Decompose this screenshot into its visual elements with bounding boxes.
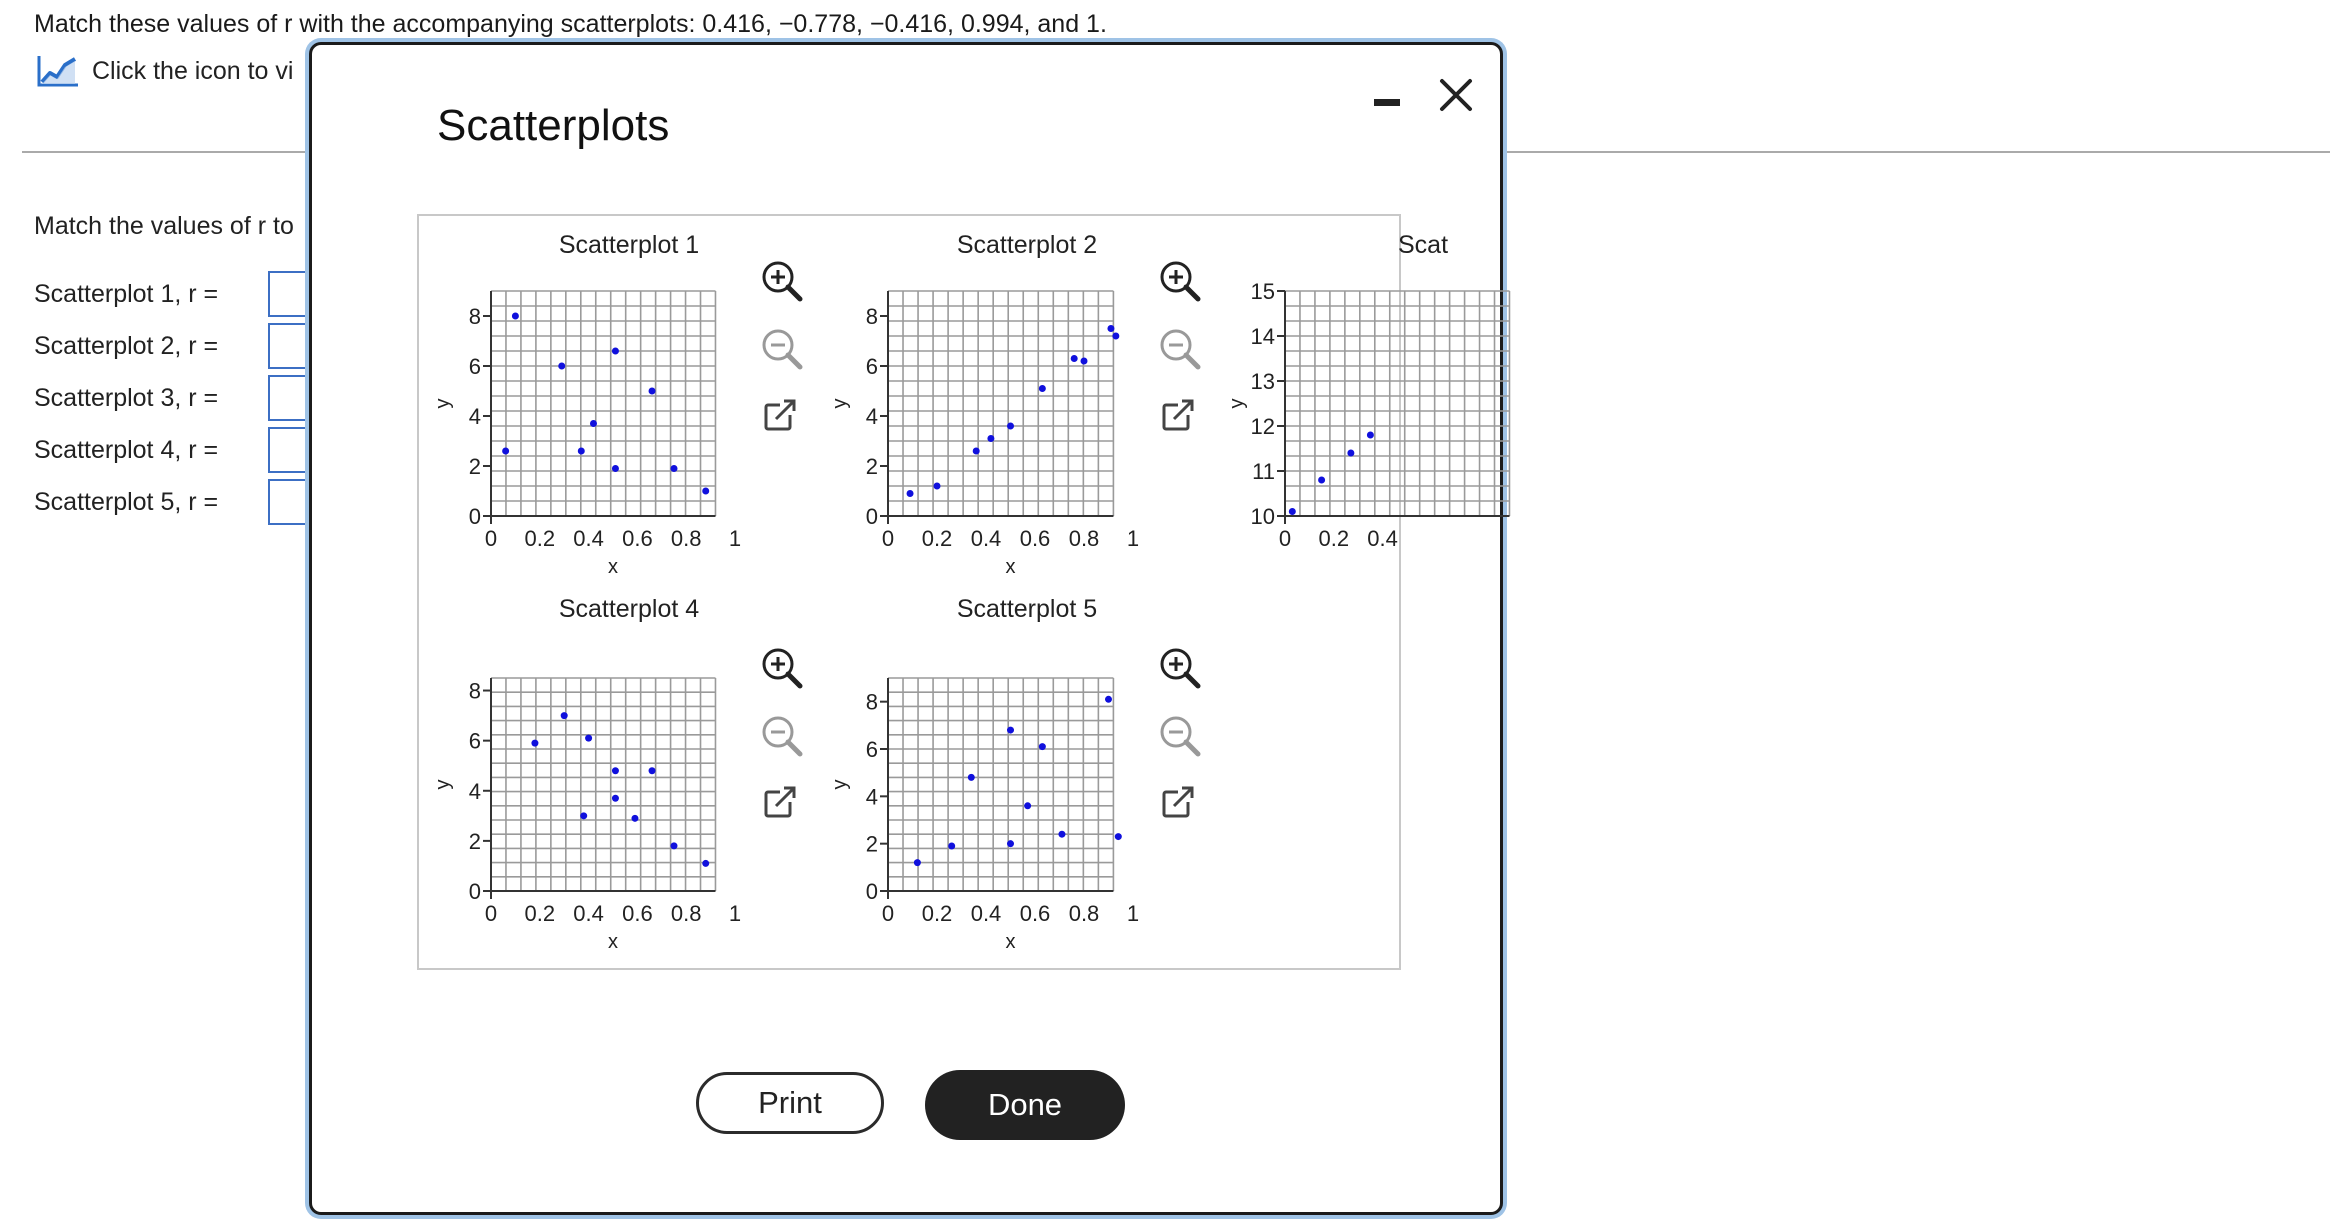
x-tick-label: 0.2 [1318,526,1350,551]
y-axis-label: y [829,779,851,790]
data-point [1058,831,1065,838]
x-tick-label: 0.4 [573,901,604,926]
y-tick-label: 8 [865,304,878,329]
y-tick-label: 2 [468,454,481,479]
data-point [702,488,709,495]
close-icon[interactable] [1434,73,1478,117]
data-point [914,859,921,866]
y-tick-label: 13 [1250,369,1275,394]
data-point [1039,385,1046,392]
data-point [1347,450,1354,457]
line-chart-icon[interactable] [36,54,80,88]
y-axis-label: y [432,398,454,409]
open-new-window-icon[interactable] [1164,399,1194,429]
plots-viewport[interactable] [417,214,1449,970]
data-point [1289,508,1296,515]
data-point [512,313,519,320]
data-point [702,860,709,867]
x-tick-label: 0.6 [622,901,653,926]
zoom-in-icon[interactable] [764,263,800,299]
y-tick-label: 4 [468,778,481,804]
x-tick-label: 0.2 [921,901,953,926]
print-button[interactable]: Print [696,1072,884,1134]
plot-title: Scat [1397,231,1449,259]
data-point [531,740,538,747]
data-point [649,767,656,774]
x-tick-label: 0.4 [970,901,1002,926]
data-point [1024,802,1031,809]
x-tick-label: 1 [1126,901,1140,926]
zoom-out-icon[interactable] [1162,718,1198,754]
answer-row-3 [34,374,218,422]
scatterplot-2 [829,231,1198,578]
y-tick-label: 6 [865,354,878,379]
y-tick-label: 11 [1252,459,1275,484]
data-point [590,420,597,427]
answer-label: Scatterplot 2, r = [34,331,219,360]
minimize-button[interactable] [1372,87,1402,117]
open-new-window-icon[interactable] [766,399,796,429]
data-point [987,435,994,442]
y-tick-label: 6 [468,354,481,379]
zoom-out-icon[interactable] [764,718,800,754]
data-point [631,815,638,822]
answer-row-5 [34,478,218,526]
answer-row-1 [34,270,218,318]
data-point [649,388,656,395]
y-tick-label: 15 [1250,279,1275,304]
x-tick-label: 0 [484,901,498,926]
y-tick-label: 6 [865,737,878,762]
scatterplot-3 [1226,231,1509,551]
x-tick-label: 0.4 [970,526,1002,551]
minimize-icon[interactable] [1372,87,1402,117]
y-tick-label: 0 [468,504,481,529]
y-tick-label: 8 [865,689,878,715]
x-tick-label: 0.2 [921,526,953,551]
divider [22,151,312,153]
y-tick-label: 2 [865,454,878,479]
answer-label: Scatterplot 1, r = [34,279,219,308]
x-tick-label: 0.4 [1367,526,1398,551]
y-tick-label: 14 [1250,324,1275,349]
data-point [1007,840,1014,847]
x-tick-label: 0.8 [1068,526,1100,551]
x-tick-label: 0.6 [1019,526,1051,551]
y-axis-label: y [1226,398,1248,409]
answer-label: Scatterplot 4, r = [34,435,219,464]
data-point [1105,696,1112,703]
x-tick-label: 0 [484,526,498,551]
data-point [612,795,619,802]
scatterplots-dialog [309,42,1503,1215]
zoom-in-icon[interactable] [764,650,800,686]
match-prompt: Match the values of r to [34,212,294,240]
x-tick-label: 0 [1278,526,1292,551]
plot-title: Scatterplot 5 [956,595,1098,623]
x-axis-label: x [608,556,618,578]
view-plots-link[interactable] [36,50,293,92]
x-axis-label: x [1005,931,1016,953]
zoom-out-icon[interactable] [764,331,800,367]
done-button[interactable]: Done [925,1070,1125,1140]
open-new-window-icon[interactable] [766,786,796,816]
data-point [1071,355,1078,362]
y-axis-label: y [829,398,851,409]
y-tick-label: 2 [468,828,481,854]
data-point [561,712,568,719]
scatterplot-4 [432,595,800,953]
data-point [612,767,619,774]
dialog-title: Scatterplots [437,101,670,150]
data-point [1367,432,1374,439]
y-tick-label: 0 [468,879,481,904]
y-tick-label: 8 [468,678,481,704]
data-point [907,490,914,497]
data-point [968,774,975,781]
scatterplots-canvas [419,216,1449,968]
data-point [1115,833,1122,840]
x-tick-label: 0.8 [670,526,702,551]
y-tick-label: 0 [865,504,878,529]
close-button[interactable] [1434,73,1478,117]
y-axis-label: y [432,779,454,790]
x-axis-label: x [608,931,618,953]
x-tick-label: 1 [728,901,742,926]
data-point [612,348,619,355]
x-tick-label: 0.2 [524,901,556,926]
y-tick-label: 6 [468,728,481,754]
data-point [1007,423,1014,430]
answer-label: Scatterplot 5, r = [34,487,219,516]
zoom-out-icon[interactable] [1162,331,1198,367]
data-point [671,842,678,849]
x-tick-label: 0.6 [1019,901,1051,926]
x-tick-label: 0 [881,526,895,551]
data-point [1318,477,1325,484]
answer-row-4 [34,426,218,474]
y-tick-label: 8 [468,304,481,329]
y-tick-label: 10 [1250,504,1275,529]
plot-title: Scatterplot 1 [558,231,700,259]
zoom-in-icon[interactable] [1162,650,1198,686]
x-tick-label: 1 [728,526,742,551]
data-point [1112,333,1119,340]
data-point [585,735,592,742]
open-new-window-icon[interactable] [1164,786,1194,816]
data-point [1039,743,1046,750]
data-point [502,448,509,455]
data-point [948,843,955,850]
x-tick-label: 0.4 [573,526,604,551]
data-point [578,448,585,455]
data-point [671,465,678,472]
data-point [1107,325,1114,332]
plot-title: Scatterplot 4 [558,595,700,623]
answer-row-2 [34,322,218,370]
x-tick-label: 0.2 [524,526,556,551]
data-point [1081,358,1088,365]
zoom-in-icon[interactable] [1162,263,1198,299]
y-tick-label: 4 [865,404,878,429]
y-tick-label: 4 [468,404,481,429]
y-tick-label: 2 [865,831,878,857]
scatterplot-5 [829,595,1198,953]
data-point [580,812,587,819]
x-axis-label: x [1005,556,1016,578]
data-point [973,448,980,455]
y-tick-label: 4 [865,784,878,810]
data-point [558,363,565,370]
scatterplot-1 [432,231,800,578]
data-point [1007,727,1014,734]
answer-label: Scatterplot 3, r = [34,383,219,412]
question-text: Match these values of r with the accompanying scatterplots: 0.416, −0.778, −0.416, 0.994, and 1. [34,10,1107,38]
x-tick-label: 1 [1126,526,1140,551]
y-tick-label: 0 [865,879,878,904]
data-point [612,465,619,472]
x-tick-label: 0 [881,901,895,926]
plot-title: Scatterplot 2 [956,231,1098,259]
x-tick-label: 0.6 [622,526,653,551]
x-tick-label: 0.8 [670,901,702,926]
divider [1505,151,2330,153]
view-plots-link-text[interactable]: Click the icon to vi [92,56,294,85]
x-tick-label: 0.8 [1068,901,1100,926]
data-point [934,483,941,490]
y-tick-label: 12 [1250,414,1275,439]
